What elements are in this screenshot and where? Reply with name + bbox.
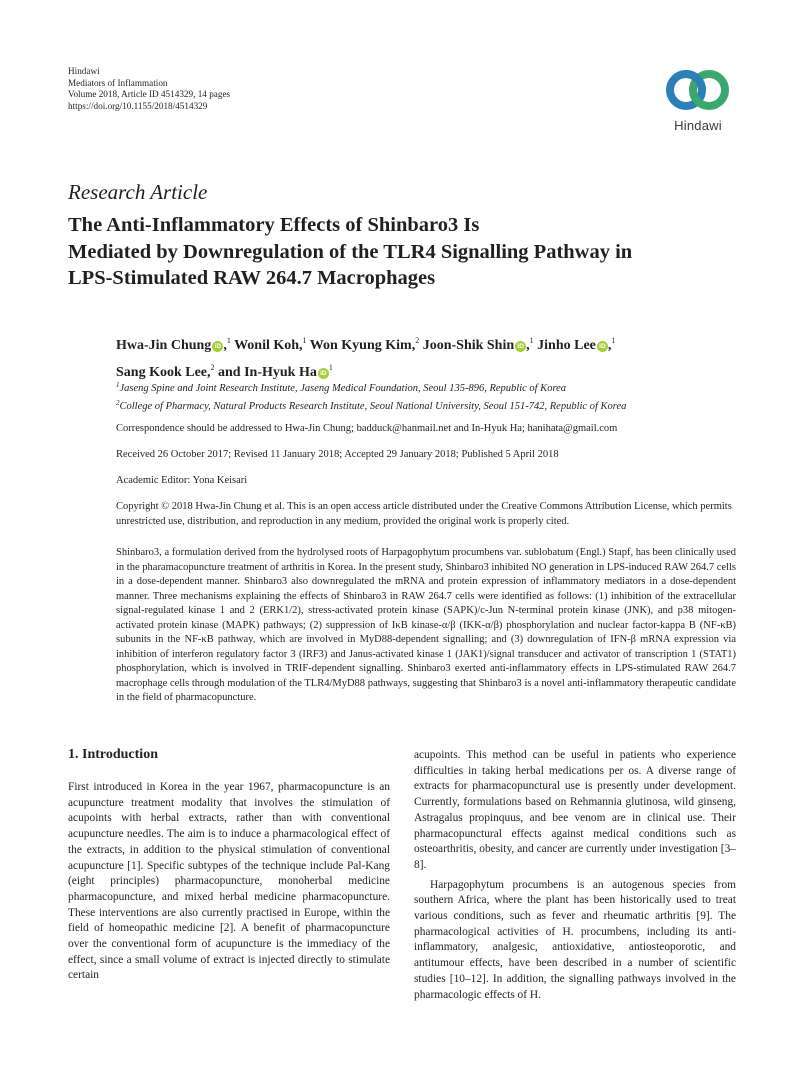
- author-list: [116, 330, 736, 384]
- copyright-notice: Copyright © 2018 Hwa-Jin Chung et al. This is an open access article distributed under the Creative Commons Attribution License, which permits unrestricted use, distribution, and reproduction in any medium, provided the original work is properly cited.: [116, 501, 732, 527]
- journal-info: [68, 66, 230, 112]
- author: Jinho Lee iD ,$^1$: [537, 336, 616, 353]
- hindawi-logo: [658, 66, 738, 138]
- author: Won Kyung Kim,$^2$: [309, 336, 420, 353]
- article-type: Research Article: [68, 180, 208, 204]
- orcid-icon[interactable]: iD: [318, 368, 329, 379]
- volume-info: Volume 2018, Article ID 4514329, 14 pages: [68, 89, 231, 100]
- title-line: LPS-Stimulated RAW 264.7 Macrophages: [68, 267, 436, 289]
- correspondence: Correspondence should be addressed to Hwa-Jin Chung; badduck@hanmail.net and In-Hyuk Ha; hanihata@gmail.com: [116, 423, 618, 434]
- intro-column-right: [414, 748, 736, 1003]
- section-heading-introduction: 1. Introduction: [68, 747, 158, 762]
- intro-column-left: [68, 780, 390, 984]
- article-title: [68, 212, 748, 292]
- hindawi-rings-icon: [663, 66, 733, 116]
- academic-editor: Academic Editor: Yona Keisari: [116, 475, 248, 486]
- journal-name: Mediators of Inflammation: [68, 77, 168, 88]
- publisher-name: Hindawi: [68, 66, 100, 76]
- paragraph: Harpagophytum procumbens is an autogenous species from southern Africa, where the plant has been historically used to treat various conditions, such as fever and rheumatic arthritis [9]. The pharmacological activities of H. procumbens, including its anti-inflammatory, analgesic, antioxidative, antiosteoporotic, and antitumour effects, have been described in a number of scientific studies [10–12]. In addition, the signalling pathways involved in the pharmacologic effects of H.: [414, 878, 736, 1001]
- author: Sang Kook Lee,$^2$: [116, 363, 215, 380]
- affiliations: [116, 378, 626, 414]
- paragraph: First introduced in Korea in the year 1967, pharmacopuncture is an acupuncture treatment modality that involves the stimulation of acupoints with herbal extracts, rather than with conventional acupuncture needles. The aim is to induce a pharmacological effect of the extracts, in addition to the physical stimulation of conventional acupuncture [1]. Specific subtypes of the technique include Pal-Kang (eight principles) pharmacopuncture, monoherbal medicine pharmacopuncture, and mixed herbal medicine pharmacopuncture. These interventions are also currently practised in Europe, within the field of homeopathic medicine [2]. A benefit of pharmacopuncture over the conventional form of acupuncture is the immediacy of the effect, since a small volume of extract is injected directly to stimulate certain: [68, 781, 390, 982]
- affiliation: $^2$College of Pharmacy, Natural Products Research Institute, Seoul National University, Seoul 151-742, Republic of Korea: [116, 399, 627, 412]
- abstract: Shinbaro3, a formulation derived from the hydrolysed roots of Harpagophytum procumbens var. sublobatum (Engl.) Stapf, has been clinically used in the pharamacopuncture treatment of arthritis in Korea. In the present study, Shinbaro3 inhibited NO generation in LPS-induced RAW 264.7 cells in a dose-dependent manner. Shinbaro3 also downregulated the mRNA and protein expression of inflammatory mediators in a dose-dependent manner. Three mechanisms explaining the effects of Shinbaro3 in RAW 264.7 cells were identified as follows: (1) inhibition of the extracellular signal-regulated kinase 1 and 2 (ERK1/2), stress-activated protein kinase (SAPK)/c-Jun N-terminal protein kinase (JNK), and p38 mitogen-activated protein kinase (MAPK) pathways; (2) suppression of IκB kinase-α/β (IKK-α/β) phosphorylation and nuclear factor-kappa B (NF-κB) subunits in the NF-κB pathway, which are involved in MyD88-dependent signalling; and (3) downregulation of IFN-β mRNA expression via inhibition of interferon regulatory factor 3 (IRF3) and Janus-activated kinase 1 (JAK1)/signal transducer and activator of transcription 1 (STAT1) phosphorylation, which is involved in TRIF-dependent signalling. Shinbaro3 exerted anti-inflammatory effects in LPS-stimulated RAW 264.7 macrophage cells through modulation of the TLR4/MyD88 pathways, suggesting that Shinbaro3 is a novel anti-inflammatory therapeutic candidate in the field of pharmacopuncture.: [116, 547, 736, 703]
- author: Hwa-Jin Chung iD ,$^1$: [116, 336, 231, 353]
- author: Joon-Shik Shin iD ,$^1$: [422, 336, 534, 353]
- logo-text: Hindawi: [674, 118, 722, 133]
- paragraph: acupoints. This method can be useful in patients who experience difficulties in taking herbal medications per os. A diverse range of extracts for pharmacopunctural use is presently under development. Currently, formulations based on Rehmannia glutinosa, wild ginseng, Astragalus propinquus, and bee venom are in clinical use. Their pharmacopunctural effects against medical conditions such as osteoarthritis, obesity, and cancer are currently under investigation [3–8].: [414, 749, 736, 871]
- doi-link[interactable]: https://doi.org/10.1155/2018/4514329: [68, 100, 208, 111]
- author: and In-Hyuk Ha $iD^1$: [218, 363, 333, 380]
- orcid-icon[interactable]: iD: [212, 341, 223, 352]
- title-line: The Anti-Inflammatory Effects of Shinbaro3 Is: [68, 214, 480, 236]
- orcid-icon[interactable]: iD: [515, 341, 526, 352]
- author: Wonil Koh,$^1$: [234, 336, 307, 353]
- orcid-icon[interactable]: iD: [597, 341, 608, 352]
- title-line: Mediated by Downregulation of the TLR4 Signalling Pathway in: [68, 240, 633, 263]
- publication-dates: Received 26 October 2017; Revised 11 January 2018; Accepted 29 January 2018; Published 5 April 2018: [116, 449, 559, 460]
- affiliation: $^1$Jaseng Spine and Joint Research Institute, Jaseng Medical Foundation, Seoul 135-896, Republic of Korea: [116, 381, 567, 394]
